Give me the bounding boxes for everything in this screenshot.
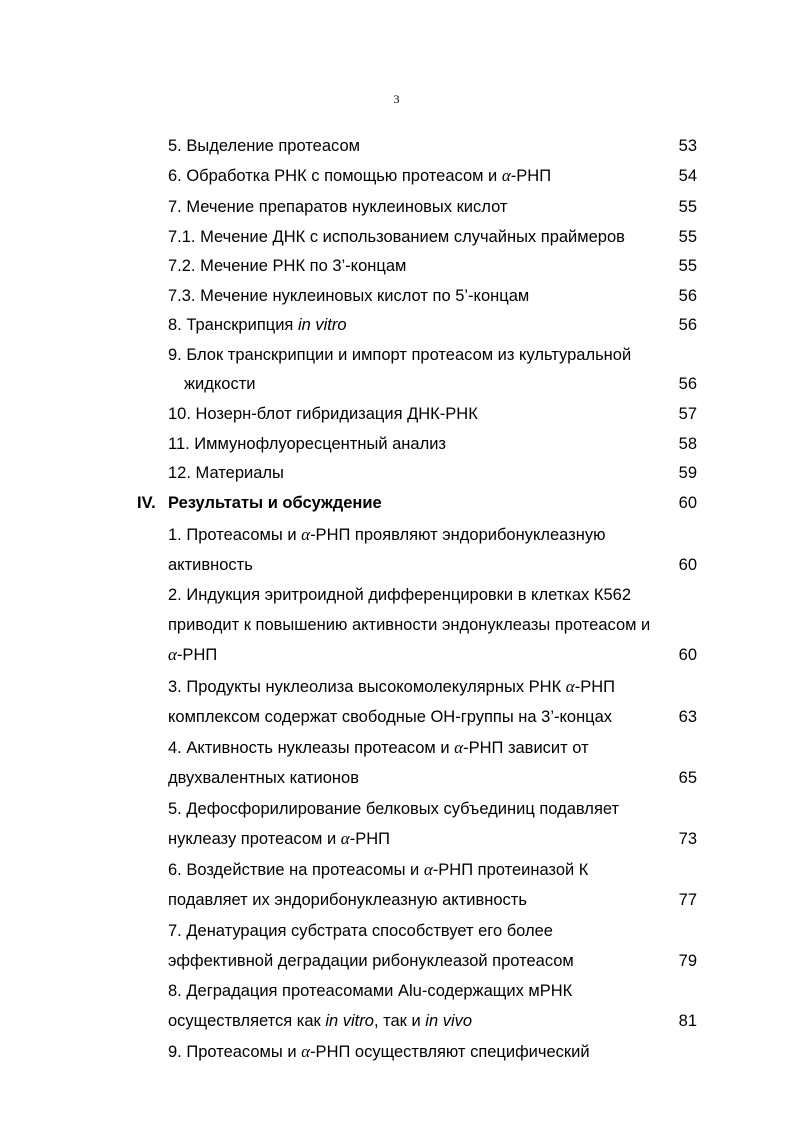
page-number: 3 (393, 92, 400, 106)
toc-entry-8: 8. Транскрипция in vitro (168, 316, 347, 334)
toc-entry-9-cont: жидкости (184, 375, 256, 393)
toc-entry-7-2: 7.2. Мечение РНК по 3’-концам (168, 257, 407, 275)
result-page-5: 73 (678, 830, 697, 848)
section-iv-page: 60 (678, 494, 697, 512)
result-page-3: 63 (678, 708, 697, 726)
toc-page-5: 53 (678, 137, 697, 155)
result-page-6: 77 (678, 891, 697, 909)
result-entry-9: 9. Протеасомы и α-РНП осуществляют специфический (168, 1042, 590, 1061)
toc-entry-6: 6. Обработка РНК с помощью протеасом и α-РНП (168, 166, 552, 185)
result-page-4: 65 (678, 769, 697, 787)
toc-entry-12: 12. Материалы (168, 464, 284, 482)
result-entry-8: 8. Деградация протеасомами Alu-содержащих мРНК (168, 982, 573, 1000)
result-entry-3: 3. Продукты нуклеолиза высокомолекулярных РНК α-РНП (168, 677, 615, 696)
result-page-7: 79 (678, 952, 697, 970)
result-entry-3-cont: комплексом содержат свободные ОН-группы на 3’-концах (168, 708, 613, 726)
result-entry-2-cont2: α-РНП (168, 645, 218, 664)
result-entry-2-cont: приводит к повышению активности эндонуклеазы протеасом и (168, 616, 651, 634)
result-entry-4-cont: двухвалентных катионов (168, 769, 359, 787)
result-entry-6: 6. Воздействие на протеасомы и α-РНП протеиназой К (168, 860, 589, 879)
section-iv-label: IV. (137, 494, 156, 512)
result-page-8: 81 (678, 1012, 697, 1030)
result-entry-8-cont: осуществляется как in vitro, так и in vivo (168, 1012, 473, 1030)
section-iv-title: Результаты и обсуждение (168, 494, 382, 512)
toc-page-7: 55 (678, 198, 697, 216)
toc-page-7-2: 55 (678, 257, 697, 275)
result-entry-1: 1. Протеасомы и α-РНП проявляют эндорибонуклеазную (168, 525, 606, 544)
result-entry-5-cont: нуклеазу протеасом и α-РНП (168, 829, 390, 848)
toc-page-7-1: 55 (678, 228, 697, 246)
toc-page-7-3: 56 (678, 287, 697, 305)
toc-page-10: 57 (678, 405, 697, 423)
toc-entry-10: 10. Нозерн-блот гибридизация ДНК-РНК (168, 405, 478, 423)
result-entry-1-cont: активность (168, 556, 253, 574)
toc-entry-5: 5. Выделение протеасом (168, 137, 360, 155)
result-entry-7-cont: эффективной деградации рибонуклеазой протеасом (168, 952, 574, 970)
toc-entry-7-1: 7.1. Мечение ДНК с использованием случайных праймеров (168, 228, 625, 246)
result-entry-6-cont: подавляет их эндорибонуклеазную активность (168, 891, 527, 909)
result-page-1: 60 (678, 556, 697, 574)
toc-entry-9: 9. Блок транскрипции и импорт протеасом из культуральной (168, 346, 632, 364)
toc-page-9: 56 (678, 375, 697, 393)
toc-entry-7-3: 7.3. Мечение нуклеиновых кислот по 5’-концам (168, 287, 530, 305)
toc-entry-7: 7. Мечение препаратов нуклеиновых кислот (168, 198, 508, 216)
result-entry-2: 2. Индукция эритроидной дифференцировки в клетках К562 (168, 586, 631, 604)
result-page-2: 60 (678, 646, 697, 664)
toc-page-6: 54 (678, 167, 697, 185)
result-entry-4: 4. Активность нуклеазы протеасом и α-РНП зависит от (168, 738, 589, 757)
toc-page-12: 59 (678, 464, 697, 482)
result-entry-7: 7. Денатурация субстрата способствует его более (168, 922, 553, 940)
toc-page-8: 56 (678, 316, 697, 334)
result-entry-5: 5. Дефосфорилирование белковых субъединиц подавляет (168, 800, 620, 818)
toc-entry-11: 11. Иммунофлуоресцентный анализ (168, 435, 446, 453)
toc-page-11: 58 (678, 435, 697, 453)
